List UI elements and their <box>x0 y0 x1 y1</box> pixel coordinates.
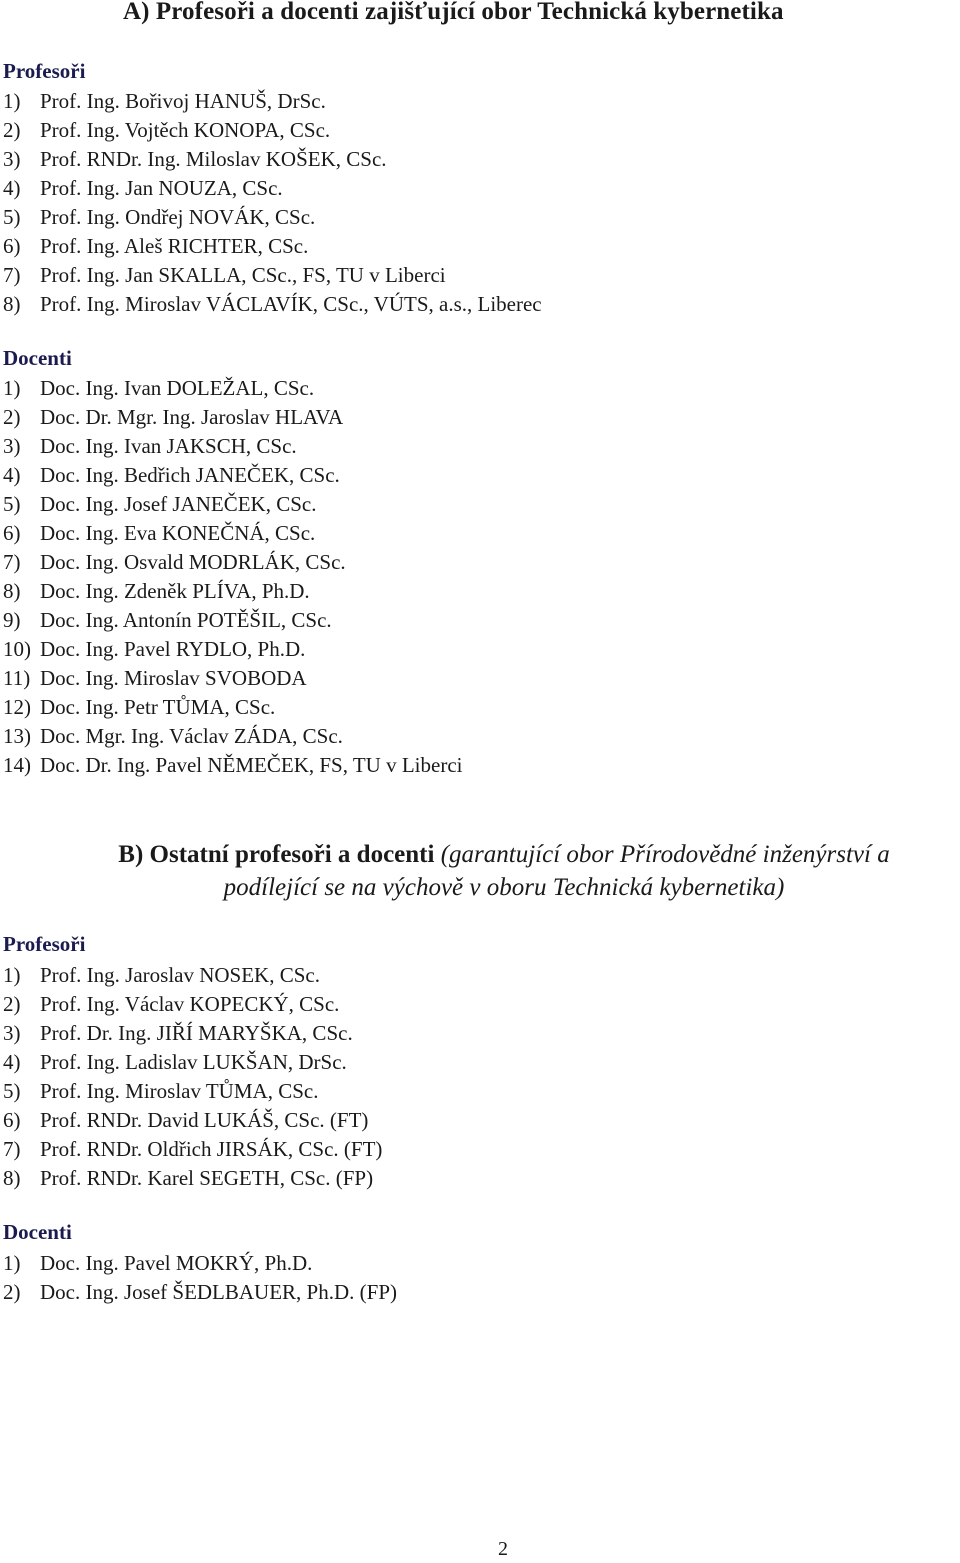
item-number: 1) <box>3 89 21 113</box>
list-item <box>3 548 462 577</box>
item-number: 8) <box>3 292 21 316</box>
section-b-title-italic-2: podílející se na výchově v oboru Technická kybernetika) <box>223 874 785 901</box>
item-number: 1) <box>3 963 21 987</box>
list-item <box>3 1249 397 1278</box>
list-item <box>3 374 462 403</box>
list-item <box>3 1278 397 1307</box>
item-number: 4) <box>3 463 21 487</box>
person-name: Prof. Ing. Aleš RICHTER, CSc. <box>40 234 309 258</box>
person-name: Doc. Ing. Eva KONEČNÁ, CSc. <box>40 521 316 545</box>
person-name: Prof. Ing. Jan NOUZA, CSc. <box>40 176 283 200</box>
item-number: 7) <box>3 263 21 287</box>
section-a-docents-heading: Docenti <box>3 346 72 370</box>
list-item <box>3 1106 382 1135</box>
item-number: 6) <box>3 234 21 258</box>
list-item <box>3 432 462 461</box>
list-item <box>3 664 462 693</box>
item-number: 9) <box>3 608 21 632</box>
list-item <box>3 87 542 116</box>
list-item <box>3 490 462 519</box>
item-number: 5) <box>3 492 21 516</box>
person-name: Doc. Ing. Pavel MOKRÝ, Ph.D. <box>40 1251 313 1275</box>
list-item <box>3 1164 382 1193</box>
list-item <box>3 1019 382 1048</box>
list-item <box>3 290 542 319</box>
person-name: Prof. Ing. Vojtěch KONOPA, CSc. <box>40 118 331 142</box>
section-b-docents-list <box>3 1249 397 1307</box>
person-name: Prof. RNDr. Oldřich JIRSÁK, CSc. (FT) <box>40 1137 383 1161</box>
item-number: 2) <box>3 118 21 142</box>
item-number: 12) <box>3 695 31 719</box>
person-name: Doc. Ing. Bedřich JANEČEK, CSc. <box>40 463 340 487</box>
section-a-docents-list <box>3 374 462 780</box>
item-number: 3) <box>3 434 21 458</box>
item-number: 8) <box>3 1166 21 1190</box>
section-a-professors-heading: Profesoři <box>3 59 86 83</box>
person-name: Prof. Ing. Jaroslav NOSEK, CSc. <box>40 963 320 987</box>
person-name: Doc. Ing. Ivan JAKSCH, CSc. <box>40 434 297 458</box>
section-b-professors-list <box>3 961 382 1193</box>
list-item <box>3 145 542 174</box>
section-b-title <box>54 838 954 904</box>
item-number: 5) <box>3 1079 21 1103</box>
list-item <box>3 693 462 722</box>
list-item <box>3 751 462 780</box>
section-b-title-bold: B) Ostatní profesoři a docenti <box>118 841 435 868</box>
page-number: 2 <box>498 1538 508 1560</box>
item-number: 3) <box>3 1021 21 1045</box>
item-number: 3) <box>3 147 21 171</box>
person-name: Prof. Ing. Miroslav TŮMA, CSc. <box>40 1079 319 1103</box>
person-name: Doc. Dr. Ing. Pavel NĚMEČEK, FS, TU v Liberci <box>40 753 463 777</box>
list-item <box>3 577 462 606</box>
list-item <box>3 990 382 1019</box>
item-number: 6) <box>3 521 21 545</box>
person-name: Prof. Ing. Ondřej NOVÁK, CSc. <box>40 205 316 229</box>
person-name: Doc. Ing. Josef ŠEDLBAUER, Ph.D. (FP) <box>40 1280 397 1304</box>
person-name: Doc. Ing. Osvald MODRLÁK, CSc. <box>40 550 346 574</box>
person-name: Doc. Ing. Miroslav SVOBODA <box>40 666 307 690</box>
person-name: Prof. Ing. Václav KOPECKÝ, CSc. <box>40 992 340 1016</box>
list-item <box>3 461 462 490</box>
list-item <box>3 1135 382 1164</box>
person-name: Prof. RNDr. Karel SEGETH, CSc. (FP) <box>40 1166 374 1190</box>
list-item <box>3 203 542 232</box>
item-number: 1) <box>3 376 21 400</box>
item-number: 2) <box>3 405 21 429</box>
person-name: Prof. RNDr. David LUKÁŠ, CSc. (FT) <box>40 1108 369 1132</box>
item-number: 8) <box>3 579 21 603</box>
list-item <box>3 403 462 432</box>
item-number: 2) <box>3 1280 21 1304</box>
person-name: Doc. Ing. Zdeněk PLÍVA, Ph.D. <box>40 579 310 603</box>
item-number: 2) <box>3 992 21 1016</box>
person-name: Doc. Ing. Ivan DOLEŽAL, CSc. <box>40 376 315 400</box>
item-number: 6) <box>3 1108 21 1132</box>
section-a-title: A) Profesoři a docenti zajišťující obor Technická kybernetika <box>123 0 784 25</box>
item-number: 1) <box>3 1251 21 1275</box>
section-b-professors-heading: Profesoři <box>3 932 86 956</box>
item-number: 7) <box>3 550 21 574</box>
person-name: Doc. Ing. Pavel RYDLO, Ph.D. <box>40 637 306 661</box>
list-item <box>3 261 542 290</box>
item-number: 5) <box>3 205 21 229</box>
person-name: Prof. RNDr. Ing. Miloslav KOŠEK, CSc. <box>40 147 387 171</box>
list-item <box>3 722 462 751</box>
item-number: 11) <box>3 666 31 690</box>
list-item <box>3 635 462 664</box>
list-item <box>3 232 542 261</box>
item-number: 10) <box>3 637 31 661</box>
list-item <box>3 519 462 548</box>
section-b-docents-heading: Docenti <box>3 1220 72 1244</box>
item-number: 7) <box>3 1137 21 1161</box>
person-name: Prof. Ing. Ladislav LUKŠAN, DrSc. <box>40 1050 347 1074</box>
list-item <box>3 174 542 203</box>
person-name: Doc. Dr. Mgr. Ing. Jaroslav HLAVA <box>40 405 344 429</box>
person-name: Prof. Dr. Ing. JIŘÍ MARYŠKA, CSc. <box>40 1021 353 1045</box>
item-number: 14) <box>3 753 31 777</box>
section-b-title-italic-1: (garantující obor Přírodovědné inženýrství a <box>440 841 890 868</box>
person-name: Prof. Ing. Miroslav VÁCLAVÍK, CSc., VÚTS, a.s., Liberec <box>40 292 542 316</box>
list-item <box>3 1077 382 1106</box>
list-item <box>3 1048 382 1077</box>
item-number: 13) <box>3 724 31 748</box>
person-name: Prof. Ing. Bořivoj HANUŠ, DrSc. <box>40 89 326 113</box>
person-name: Doc. Mgr. Ing. Václav ZÁDA, CSc. <box>40 724 343 748</box>
list-item <box>3 961 382 990</box>
item-number: 4) <box>3 176 21 200</box>
list-item <box>3 606 462 635</box>
person-name: Doc. Ing. Antonín POTĚŠIL, CSc. <box>40 608 332 632</box>
person-name: Doc. Ing. Petr TŮMA, CSc. <box>40 695 276 719</box>
person-name: Prof. Ing. Jan SKALLA, CSc., FS, TU v Liberci <box>40 263 446 287</box>
list-item <box>3 116 542 145</box>
section-a-professors-list <box>3 87 542 319</box>
person-name: Doc. Ing. Josef JANEČEK, CSc. <box>40 492 317 516</box>
item-number: 4) <box>3 1050 21 1074</box>
